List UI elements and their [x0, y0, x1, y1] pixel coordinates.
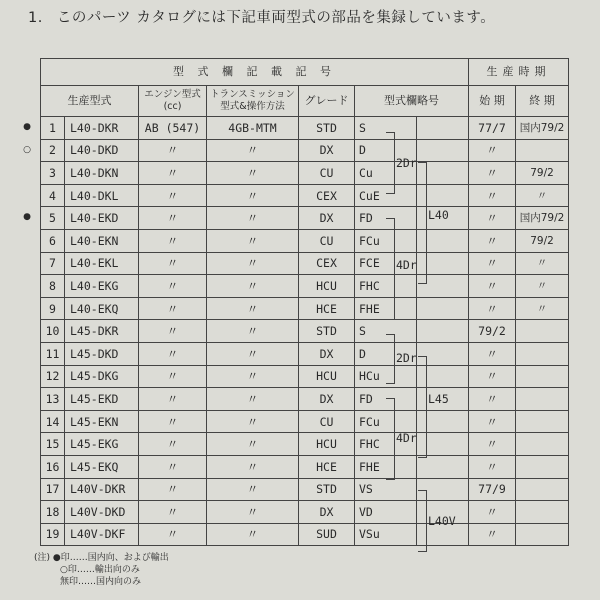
row-number: 5: [41, 207, 65, 230]
table-row: [41, 388, 569, 411]
grade-cell: DX: [299, 207, 355, 230]
abbr-cell: VD: [355, 501, 417, 524]
abbr-spacer-cell: [417, 117, 469, 140]
row-number: 11: [41, 342, 65, 365]
start-cell: 〃: [469, 139, 516, 162]
grade-cell: CU: [299, 229, 355, 252]
abbr-cell: FCu: [355, 410, 417, 433]
transmission-cell: 〃: [207, 433, 299, 456]
abbr-cell: FCE: [355, 252, 417, 275]
transmission-cell: 〃: [207, 410, 299, 433]
row-number: 12: [41, 365, 65, 388]
abbr-cell: VSu: [355, 523, 417, 546]
start-cell: 〃: [469, 184, 516, 207]
brace-4dr-a: [386, 218, 395, 320]
row-number: 2: [41, 139, 65, 162]
engine-cell: 〃: [139, 410, 207, 433]
footer-notes: [34, 552, 169, 588]
abbr-cell: HCu: [355, 365, 417, 388]
end-cell: 79/2: [516, 162, 569, 185]
row-number: 6: [41, 229, 65, 252]
table-row: [41, 478, 569, 501]
row-number: 4: [41, 184, 65, 207]
start-cell: 77/9: [469, 478, 516, 501]
end-cell: [516, 342, 569, 365]
heading-number: 1.: [28, 10, 43, 26]
transmission-cell: 〃: [207, 252, 299, 275]
table-row: [41, 139, 569, 162]
end-cell: 〃: [516, 184, 569, 207]
end-cell: [516, 478, 569, 501]
engine-cell: 〃: [139, 342, 207, 365]
abbr-spacer-cell: [417, 297, 469, 320]
engine-cell: 〃: [139, 229, 207, 252]
grade-cell: CU: [299, 410, 355, 433]
header-row-top: [41, 59, 569, 86]
row-number: 1: [41, 117, 65, 140]
engine-cell: 〃: [139, 523, 207, 546]
table-row: [41, 184, 569, 207]
table-row: [41, 207, 569, 230]
table-row: [41, 365, 569, 388]
start-cell: 〃: [469, 410, 516, 433]
col-engine-header: エンジン型式 (cc): [139, 86, 207, 117]
grade-cell: HCU: [299, 275, 355, 298]
table-row: [41, 523, 569, 546]
transmission-cell: 〃: [207, 365, 299, 388]
engine-cell: 〃: [139, 275, 207, 298]
start-cell: 〃: [469, 365, 516, 388]
abbr-cell: FHE: [355, 297, 417, 320]
transmission-cell: 〃: [207, 184, 299, 207]
table-row: [41, 501, 569, 524]
transmission-cell: 〃: [207, 139, 299, 162]
transmission-cell: 〃: [207, 388, 299, 411]
transmission-cell: 〃: [207, 455, 299, 478]
abbr-cell: VS: [355, 478, 417, 501]
model-cell: L40-EKG: [65, 275, 139, 298]
abbr-cell: D: [355, 139, 417, 162]
end-cell: 79/2: [516, 229, 569, 252]
transmission-cell: 〃: [207, 523, 299, 546]
end-cell: [516, 455, 569, 478]
footer-note-2: ○印……輸出向のみ: [60, 565, 140, 575]
start-cell: 〃: [469, 501, 516, 524]
grade-cell: HCE: [299, 455, 355, 478]
table-row: [41, 320, 569, 343]
grade-cell: STD: [299, 117, 355, 140]
col-trans-header: トランスミッション 型式&操作方法: [207, 86, 299, 117]
start-cell: 〃: [469, 523, 516, 546]
group-4dr-b: 4Dr: [396, 431, 417, 445]
transmission-cell: 〃: [207, 207, 299, 230]
transmission-cell: 〃: [207, 229, 299, 252]
row-number: 3: [41, 162, 65, 185]
end-cell: [516, 388, 569, 411]
group-l40: L40: [428, 208, 449, 222]
row-number: 18: [41, 501, 65, 524]
row-number: 17: [41, 478, 65, 501]
model-cell: L40-EKQ: [65, 297, 139, 320]
footer-note-1: (注) ●印……国内向、および輸出: [34, 553, 169, 563]
table-row: [41, 252, 569, 275]
model-cell: L45-DKR: [65, 320, 139, 343]
abbr-cell: FD: [355, 388, 417, 411]
group-2dr-b: 2Dr: [396, 351, 417, 365]
transmission-cell: 〃: [207, 297, 299, 320]
group-2dr-a: 2Dr: [396, 156, 417, 170]
row-number: 13: [41, 388, 65, 411]
start-cell: 〃: [469, 162, 516, 185]
abbr-spacer-cell: [417, 320, 469, 343]
start-cell: 〃: [469, 342, 516, 365]
abbr-cell: S: [355, 320, 417, 343]
engine-cell: AB (547): [139, 117, 207, 140]
col-start-header: 始 期: [469, 86, 516, 117]
group-l40v: L40V: [428, 514, 456, 528]
row-number: 16: [41, 455, 65, 478]
group-header: 型 式 欄 記 載 記 号: [41, 59, 469, 86]
table-row: [41, 117, 569, 140]
grade-cell: STD: [299, 478, 355, 501]
transmission-cell: 〃: [207, 320, 299, 343]
grade-cell: HCU: [299, 433, 355, 456]
model-cell: L45-EKD: [65, 388, 139, 411]
start-cell: 〃: [469, 252, 516, 275]
row-number: 19: [41, 523, 65, 546]
engine-cell: 〃: [139, 207, 207, 230]
transmission-cell: 〃: [207, 342, 299, 365]
start-cell: 〃: [469, 297, 516, 320]
model-cell: L45-DKG: [65, 365, 139, 388]
end-cell: [516, 320, 569, 343]
start-cell: 〃: [469, 433, 516, 456]
row-number: 8: [41, 275, 65, 298]
start-cell: 〃: [469, 207, 516, 230]
table-row: [41, 342, 569, 365]
end-cell: 〃: [516, 297, 569, 320]
engine-cell: 〃: [139, 184, 207, 207]
transmission-cell: 4GB-MTM: [207, 117, 299, 140]
transmission-cell: 〃: [207, 501, 299, 524]
vehicle-model-table: [40, 58, 569, 546]
engine-cell: 〃: [139, 297, 207, 320]
model-cell: L40-EKL: [65, 252, 139, 275]
start-cell: 〃: [469, 388, 516, 411]
grade-cell: DX: [299, 342, 355, 365]
col-end-header: 終 期: [516, 86, 569, 117]
model-cell: L40-DKR: [65, 117, 139, 140]
model-cell: L40-EKN: [65, 229, 139, 252]
grade-cell: DX: [299, 139, 355, 162]
grade-cell: DX: [299, 501, 355, 524]
model-cell: L40-DKD: [65, 139, 139, 162]
start-cell: 〃: [469, 455, 516, 478]
footer-note-3: 無印……国内向のみ: [60, 577, 142, 587]
row-marker: ●: [23, 122, 31, 132]
transmission-cell: 〃: [207, 275, 299, 298]
model-cell: L40-EKD: [65, 207, 139, 230]
abbr-cell: FCu: [355, 229, 417, 252]
model-cell: L40V-DKF: [65, 523, 139, 546]
end-cell: 〃: [516, 275, 569, 298]
row-number: 15: [41, 433, 65, 456]
end-cell: [516, 523, 569, 546]
model-cell: L45-EKG: [65, 433, 139, 456]
abbr-cell: Cu: [355, 162, 417, 185]
model-cell: L40V-DKR: [65, 478, 139, 501]
abbr-cell: FHC: [355, 275, 417, 298]
end-cell: [516, 410, 569, 433]
table-row: [41, 455, 569, 478]
model-cell: L40-DKN: [65, 162, 139, 185]
engine-cell: 〃: [139, 388, 207, 411]
end-cell: 国内79/2: [516, 117, 569, 140]
start-cell: 〃: [469, 229, 516, 252]
grade-cell: DX: [299, 388, 355, 411]
table-row: [41, 297, 569, 320]
heading-text: このパーツ カタログには下記車両型式の部品を集録しています。: [56, 10, 496, 26]
brace-l45: [418, 356, 427, 458]
col-grade-header: グレード: [299, 86, 355, 117]
end-cell: 〃: [516, 252, 569, 275]
brace-2dr-b: [386, 334, 395, 384]
table-row: [41, 229, 569, 252]
abbr-cell: S: [355, 117, 417, 140]
col-abbr-header: 型式欄略号: [355, 86, 469, 117]
end-cell: [516, 139, 569, 162]
model-cell: L45-EKN: [65, 410, 139, 433]
brace-2dr-a: [386, 132, 395, 194]
row-marker: ●: [23, 212, 31, 223]
abbr-cell: D: [355, 342, 417, 365]
model-cell: L40V-DKD: [65, 501, 139, 524]
brace-4dr-b: [386, 398, 395, 480]
table-row: [41, 410, 569, 433]
model-cell: L40-DKL: [65, 184, 139, 207]
abbr-cell: FHE: [355, 455, 417, 478]
grade-cell: CEX: [299, 184, 355, 207]
table-row: [41, 433, 569, 456]
grade-cell: HCU: [299, 365, 355, 388]
end-cell: [516, 501, 569, 524]
engine-cell: 〃: [139, 252, 207, 275]
group-l45: L45: [428, 392, 449, 406]
model-cell: L45-EKQ: [65, 455, 139, 478]
model-cell: L45-DKD: [65, 342, 139, 365]
engine-cell: 〃: [139, 139, 207, 162]
engine-cell: 〃: [139, 478, 207, 501]
row-number: 9: [41, 297, 65, 320]
row-number: 7: [41, 252, 65, 275]
engine-cell: 〃: [139, 162, 207, 185]
row-number: 10: [41, 320, 65, 343]
col-model-header: 生産型式: [41, 86, 139, 117]
end-cell: [516, 365, 569, 388]
grade-cell: HCE: [299, 297, 355, 320]
abbr-spacer-cell: [417, 139, 469, 162]
start-cell: 77/7: [469, 117, 516, 140]
group-4dr-a: 4Dr: [396, 258, 417, 272]
abbr-cell: CuE: [355, 184, 417, 207]
engine-cell: 〃: [139, 455, 207, 478]
end-cell: 国内79/2: [516, 207, 569, 230]
abbr-cell: FD: [355, 207, 417, 230]
abbr-cell: FHC: [355, 433, 417, 456]
row-number: 14: [41, 410, 65, 433]
engine-cell: 〃: [139, 501, 207, 524]
table-row: [41, 275, 569, 298]
end-cell: [516, 433, 569, 456]
grade-cell: SUD: [299, 523, 355, 546]
production-header: 生産時期: [469, 59, 569, 86]
start-cell: 79/2: [469, 320, 516, 343]
start-cell: 〃: [469, 275, 516, 298]
grade-cell: CEX: [299, 252, 355, 275]
transmission-cell: 〃: [207, 478, 299, 501]
brace-l40: [418, 162, 427, 284]
row-marker: ○: [23, 144, 31, 155]
header-row-columns: [41, 86, 569, 117]
engine-cell: 〃: [139, 365, 207, 388]
grade-cell: STD: [299, 320, 355, 343]
engine-cell: 〃: [139, 433, 207, 456]
table-row: [41, 162, 569, 185]
engine-cell: 〃: [139, 320, 207, 343]
abbr-spacer-cell: [417, 455, 469, 478]
page-heading: [28, 6, 495, 27]
transmission-cell: 〃: [207, 162, 299, 185]
brace-l40v: [418, 490, 427, 552]
grade-cell: CU: [299, 162, 355, 185]
